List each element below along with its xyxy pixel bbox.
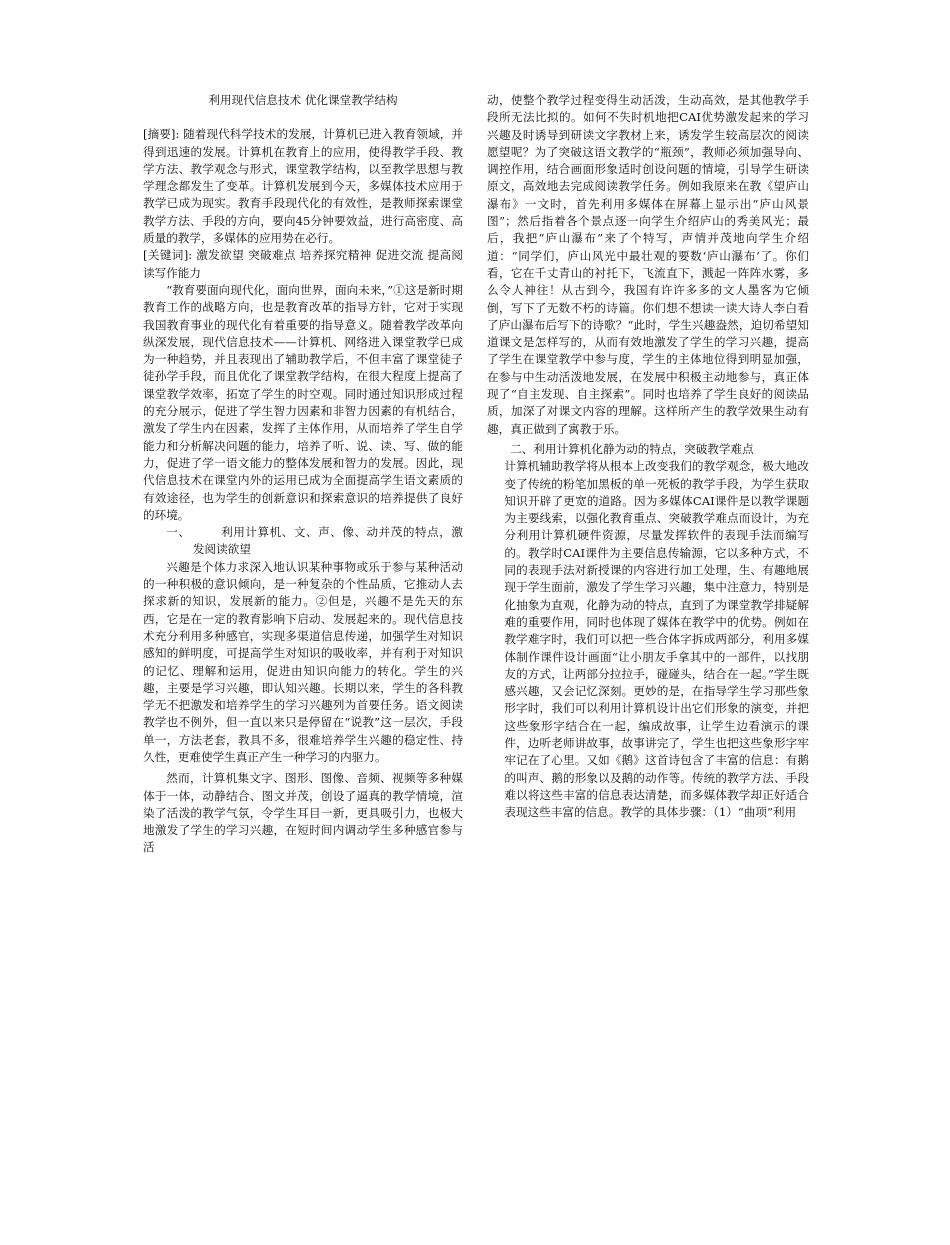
- section-2-paragraph-1: 计算机辅助教学将从根本上改变我们的教学观念，极大地改变了传统的粉笔加黑板的单一死板的教学手段，为学生获取知识开辟了更宽的道路。因为多媒体CAI课件是以教学课题为主要线索，以强化教育重点、突破教学难点而设计，为充分利用计算机硬件资源，尽量发挥软件的表现手法而编写的。教学时CAI课件为主要信息传输源，它以多种方式，不同的表现手法对新授课的内容进行加工处理，生、有趣地展现于学生面前，激发了学生学习兴趣，集中注意力，特别是化抽象为直观，化静为动的特点，直到了为课堂教学排疑解难的重要作用，同时也体现了媒体在教学中的优势。例如在教学难字时，我们可以把一些合体字拆成两部分，利用多媒体制作课件设计画面“让小朋友手拿其中的一部件，以找朋友的方式，让两部分拉拉手，碰碰头，结合在一起。”学生既感兴趣，又会记忆深刻。更妙的是，在指导学生学习那些象形字时，我们可以利用计算机设计出它们形象的演变，并把这些象形字结合在一起，编成故事，让学生边看演示的课件，边听老师讲故事，故事讲完了，学生也把这些象形字牢牢记在了心里。又如《鹅》这首诗包含了丰富的信息：有鹅的叫声、鹅的形象以及鹅的动作等。传统的教学方法、手段难以将这些丰富的信息表达清楚，而多媒体教学却正好适合表现这些丰富的信息。教学的具体步骤：（1）“曲项”利用: [504, 459, 809, 820]
- abstract-text: 随着现代科学技术的发展，计算机已进入教育领域，并得到迅速的发展。计算机在教育上的应用，使得教学手段、教学方法、教学观念与形式，课堂教学结构，以至教学思想与教学理念都发生了变革。计算机发展到今天，多媒体技术应用于教学已成为现实。教育手段现代化的有效性，是教师探索课堂教学方法、手段的方向，要向45分钟要效益，进行高密度、高质量的教学，多媒体的应用势在必行。: [143, 127, 464, 246]
- keywords-paragraph: [143, 247, 463, 282]
- section-1-number: 一、: [166, 525, 191, 540]
- left-column: [143, 92, 463, 857]
- section-1-heading: [143, 524, 463, 559]
- section-1-paragraph-2-part-1: 然而，计算机集文字、图形、图像、音频、视频等多种媒体于一体，动静结合、图文并茂，创设了逼真的教学情境，渲染了活泼的教学气氛，令学生耳目一新，更具吸引力，也极大地激发了学生的学习兴趣，在短时间内调动学生多种感官参与活: [143, 771, 463, 855]
- section-1-paragraph-2-part-2: 动，使整个教学过程变得生动活泼，生动高效，是其他教学手段所无法比拟的。如何不失时机地把CAI优势激发起来的学习兴趣及时诱导到研读文字教材上来，诱发学生较高层次的阅读愿望呢？为了突破这语文教学的“瓶颈”，教师必须加强导向、调控作用，结合画面形象适时创设问题的情境，引导学生研读原文，高效地去完成阅读教学任务。例如我原来在教《望庐山瀑布》一文时，首先利用多媒体在屏幕上显示出“庐山风景图”；然后指着各个景点逐一向学生介绍庐山的秀美风光；最后，我把“庐山瀑布”来了个特写，声情并茂地向学生介绍道：“同学们，庐山风光中最壮观的要数‘庐山瀑布’了。你们看，它在千丈青山的衬托下，飞流直下，溅起一阵阵水雾，多么令人神往！从古到今，我国有许许多多的文人墨客为它倾倒，写下了无数不朽的诗篇。你们想不想读一读大诗人李白看了庐山瀑布后写下的诗歌？“此时，学生兴趣盎然，迫切希望知道课文是怎样写的，从而有效地激发了学生的学习兴趣，提高了学生在课堂教学中参与度，学生的主体地位得到明显加强，在参与中生动活泼地发展，在发展中积极主动地参与，真正体现了“自主发现、自主探索”。同时也培养了学生良好的阅读品质，加深了对课文内容的理解。这样所产生的教学效果生动有趣，真正做到了寓教于乐。: [487, 93, 809, 436]
- abstract-label: [摘要]:: [143, 127, 180, 142]
- right-column: [487, 92, 809, 821]
- section-1-title: 利用计算机、文、声、像、动并茂的特点，激发阅读欲望: [192, 525, 463, 557]
- abstract-paragraph: [143, 126, 463, 247]
- keywords-label: [关键词]:: [143, 248, 193, 263]
- section-1-paragraph-1: 兴趣是个体力求深入地认识某种事物或乐于参与某种活动的一种积极的意识倾向，是一种复杂的个性品质，它推动人去探求新的知识，发展新的能力。②但是，兴趣不是先天的东西，它是在一定的教育影响下启动、发展起来的。现代信息技术充分利用多种感官，实现多渠道信息传递，加强学生对知识感知的鲜明度，可提高学生对知识的吸收率，并有利于对知识的记忆、理解和运用，促进由知识向能力的转化。学生的兴趣，主要是学习兴趣，即认知兴趣。长期以来，学生的各科教学无不把激发和培养学生的学习兴趣列为首要任务。语文阅读教学也不例外，但一直以来只是停留在“说教”这一层次，手段单一，方法老套，教具不多，很难培养学生兴趣的稳定性、持久性，更难使学生真正产生一种学习的内驱力。: [143, 559, 463, 764]
- page-title: 利用现代信息技术 优化课堂教学结构: [208, 93, 398, 107]
- keywords-text: 激发欲望 突破难点 培养探究精神 促进交流 提高阅读写作能力: [143, 248, 464, 280]
- intro-paragraph: “教育要面向现代化，面向世界，面向未来，”①这是新时期教育工作的战略方向，也是教育改革的指导方针，它对于实现我国教育事业的现代化有着重要的指导意义。随着教学改革向纵深发展，现代信息技术——计算机、网络进入课堂教学已成为一种趋势，并且表现出了辅助教学后，不但丰富了课堂徒子徒孙学手段，而且优化了课堂教学结构，在很大程度上提高了课堂教学效率，拓宽了学生的时空观。同时通过知识形成过程的充分展示，促进了学生智力因素和非智力因素的有机结合，激发了学生内在因素，发挥了主体作用，从而培养了学生自学能力和分析解决问题的能力，培养了听、说、读、写、做的能力，促进了学一语文能力的整体发展和智力的发展。因此，现代信息技术在课堂内外的运用已成为全面提高学生语文素质的有效途径，也为学生的创新意识和探索意识的培养提供了良好的环境。: [143, 282, 463, 522]
- section-2-heading: 二、利用计算机化静为动的特点，突破教学难点: [510, 441, 754, 456]
